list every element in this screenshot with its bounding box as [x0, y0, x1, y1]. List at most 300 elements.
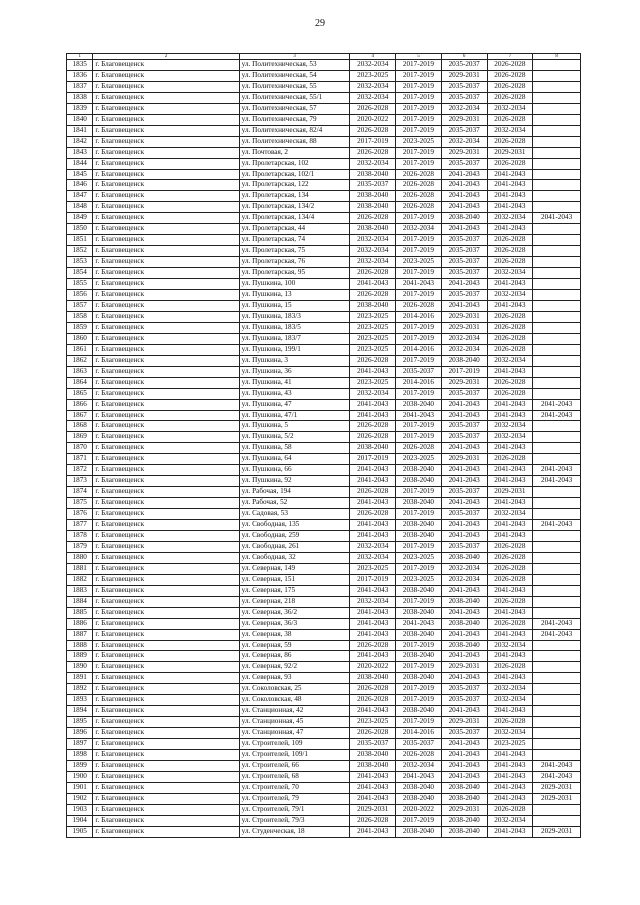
period-cell: 2026-2028	[487, 563, 533, 574]
city-cell: г. Благовещенск	[93, 706, 239, 717]
period-cell	[533, 333, 581, 344]
period-cell: 2017-2019	[396, 103, 442, 114]
city-cell: г. Благовещенск	[93, 804, 239, 815]
address-cell: ул. Северная, 218	[239, 596, 350, 607]
period-cell: 2038-2040	[350, 202, 396, 213]
period-cell: 2017-2019	[396, 268, 442, 279]
table-row	[67, 651, 581, 662]
row-number: 1877	[67, 520, 93, 531]
table-row	[67, 695, 581, 706]
city-cell: г. Благовещенск	[93, 136, 239, 147]
period-cell: 2041-2043	[350, 465, 396, 476]
table-row	[67, 618, 581, 629]
period-cell: 2041-2043	[487, 410, 533, 421]
period-cell: 2041-2043	[350, 629, 396, 640]
period-cell: 2017-2019	[396, 684, 442, 695]
row-number: 1894	[67, 706, 93, 717]
city-cell: г. Благовещенск	[93, 322, 239, 333]
table-row	[67, 640, 581, 651]
table-row	[67, 388, 581, 399]
row-number: 1854	[67, 268, 93, 279]
period-cell: 2041-2043	[350, 520, 396, 531]
period-cell	[533, 70, 581, 81]
period-cell: 2032-2034	[487, 815, 533, 826]
period-cell: 2026-2028	[487, 70, 533, 81]
address-cell: ул. Пролетарская, 74	[239, 235, 350, 246]
city-cell: г. Благовещенск	[93, 333, 239, 344]
period-cell	[533, 311, 581, 322]
address-cell: ул. Северная, 149	[239, 563, 350, 574]
period-cell: 2026-2028	[487, 257, 533, 268]
row-number: 1870	[67, 443, 93, 454]
period-cell: 2041-2043	[533, 629, 581, 640]
period-cell: 2041-2043	[350, 771, 396, 782]
period-cell: 2029-2031	[441, 147, 487, 158]
address-cell: ул. Свободная, 135	[239, 520, 350, 531]
period-cell: 2041-2043	[533, 476, 581, 487]
period-cell	[533, 640, 581, 651]
period-cell: 2038-2040	[396, 706, 442, 717]
period-cell: 2041-2043	[441, 761, 487, 772]
period-cell: 2026-2028	[487, 717, 533, 728]
row-number: 1855	[67, 279, 93, 290]
period-cell: 2026-2028	[487, 114, 533, 125]
column-header: 5	[396, 54, 442, 60]
period-cell: 2041-2043	[533, 399, 581, 410]
period-cell: 2041-2043	[487, 443, 533, 454]
table-row	[67, 366, 581, 377]
period-cell: 2038-2040	[396, 782, 442, 793]
period-cell: 2035-2037	[441, 158, 487, 169]
period-cell	[533, 432, 581, 443]
city-cell: г. Благовещенск	[93, 60, 239, 71]
period-cell	[533, 377, 581, 388]
period-cell: 2017-2019	[350, 136, 396, 147]
address-cell: ул. Северная, 86	[239, 651, 350, 662]
period-cell: 2041-2043	[487, 761, 533, 772]
city-cell: г. Благовещенск	[93, 750, 239, 761]
address-cell: ул. Строителей, 70	[239, 782, 350, 793]
period-cell: 2038-2040	[396, 530, 442, 541]
period-cell: 2029-2031	[441, 662, 487, 673]
address-cell: ул. Северная, 59	[239, 640, 350, 651]
address-cell: ул. Северная, 36/2	[239, 607, 350, 618]
period-cell: 2035-2037	[441, 509, 487, 520]
period-cell: 2041-2043	[533, 465, 581, 476]
period-cell: 2017-2019	[396, 541, 442, 552]
period-cell	[533, 355, 581, 366]
period-cell: 2026-2028	[487, 344, 533, 355]
period-cell: 2041-2043	[441, 750, 487, 761]
row-number: 1886	[67, 618, 93, 629]
address-cell: ул. Политехническая, 55	[239, 81, 350, 92]
row-number: 1899	[67, 761, 93, 772]
row-number: 1872	[67, 465, 93, 476]
period-cell: 2041-2043	[487, 366, 533, 377]
period-cell: 2032-2034	[396, 761, 442, 772]
city-cell: г. Благовещенск	[93, 366, 239, 377]
period-cell	[533, 651, 581, 662]
period-cell: 2017-2019	[396, 125, 442, 136]
period-cell: 2023-2025	[396, 454, 442, 465]
address-cell: ул. Политехническая, 53	[239, 60, 350, 71]
period-cell: 2017-2019	[396, 333, 442, 344]
row-number: 1859	[67, 322, 93, 333]
period-cell	[533, 103, 581, 114]
period-cell: 2038-2040	[350, 443, 396, 454]
period-cell: 2032-2034	[350, 81, 396, 92]
city-cell: г. Благовещенск	[93, 311, 239, 322]
period-cell: 2041-2043	[487, 279, 533, 290]
period-cell: 2041-2043	[441, 607, 487, 618]
table-row	[67, 717, 581, 728]
period-cell: 2026-2028	[487, 596, 533, 607]
period-cell: 2026-2028	[487, 388, 533, 399]
table-row	[67, 125, 581, 136]
period-cell: 2032-2034	[350, 388, 396, 399]
period-cell: 2029-2031	[350, 804, 396, 815]
address-cell: ул. Строителей, 79/3	[239, 815, 350, 826]
period-cell: 2032-2034	[441, 136, 487, 147]
city-cell: г. Благовещенск	[93, 388, 239, 399]
period-cell: 2035-2037	[441, 541, 487, 552]
city-cell: г. Благовещенск	[93, 300, 239, 311]
period-cell: 2035-2037	[441, 81, 487, 92]
table-row	[67, 487, 581, 498]
period-cell: 2038-2040	[396, 585, 442, 596]
period-cell: 2038-2040	[350, 300, 396, 311]
period-cell: 2041-2043	[396, 618, 442, 629]
period-cell: 2014-2016	[396, 728, 442, 739]
period-cell	[533, 706, 581, 717]
city-cell: г. Благовещенск	[93, 103, 239, 114]
address-cell: ул. Строителей, 109	[239, 739, 350, 750]
period-cell: 2035-2037	[441, 695, 487, 706]
period-cell: 2035-2037	[396, 739, 442, 750]
period-cell: 2038-2040	[396, 498, 442, 509]
period-cell: 2041-2043	[487, 673, 533, 684]
row-number: 1888	[67, 640, 93, 651]
period-cell	[533, 607, 581, 618]
period-cell: 2035-2037	[441, 728, 487, 739]
period-cell: 2017-2019	[396, 563, 442, 574]
city-cell: г. Благовещенск	[93, 629, 239, 640]
row-number: 1883	[67, 585, 93, 596]
period-cell: 2041-2043	[441, 739, 487, 750]
row-number: 1905	[67, 826, 93, 837]
period-cell: 2041-2043	[487, 750, 533, 761]
row-number: 1871	[67, 454, 93, 465]
row-number: 1890	[67, 662, 93, 673]
address-cell: ул. Пушкина, 41	[239, 377, 350, 388]
period-cell: 2029-2031	[441, 70, 487, 81]
city-cell: г. Благовещенск	[93, 552, 239, 563]
row-number: 1838	[67, 92, 93, 103]
city-cell: г. Благовещенск	[93, 465, 239, 476]
period-cell: 2038-2040	[396, 826, 442, 837]
table-row	[67, 147, 581, 158]
row-number: 1841	[67, 125, 93, 136]
table-row	[67, 410, 581, 421]
period-cell: 2041-2043	[441, 300, 487, 311]
period-cell: 2017-2019	[396, 596, 442, 607]
period-cell: 2017-2019	[396, 92, 442, 103]
period-cell: 2026-2028	[487, 454, 533, 465]
period-cell: 2038-2040	[396, 793, 442, 804]
period-cell: 2041-2043	[487, 191, 533, 202]
period-cell: 2041-2043	[533, 410, 581, 421]
address-cell: ул. Политехническая, 55/1	[239, 92, 350, 103]
period-cell: 2032-2034	[487, 268, 533, 279]
period-cell: 2032-2034	[350, 257, 396, 268]
row-number: 1903	[67, 804, 93, 815]
period-cell	[533, 552, 581, 563]
period-cell: 2023-2025	[350, 344, 396, 355]
period-cell: 2041-2043	[350, 618, 396, 629]
period-cell: 2017-2019	[396, 717, 442, 728]
period-cell: 2017-2019	[396, 432, 442, 443]
period-cell: 2041-2043	[487, 202, 533, 213]
address-cell: ул. Пролетарская, 95	[239, 268, 350, 279]
period-cell: 2026-2028	[396, 169, 442, 180]
address-cell: ул. Рабочая, 52	[239, 498, 350, 509]
address-cell: ул. Станционная, 47	[239, 728, 350, 739]
row-number: 1900	[67, 771, 93, 782]
table-row	[67, 563, 581, 574]
row-number: 1863	[67, 366, 93, 377]
period-cell	[533, 684, 581, 695]
city-cell: г. Благовещенск	[93, 761, 239, 772]
row-number: 1845	[67, 169, 93, 180]
row-number: 1851	[67, 235, 93, 246]
table-row	[67, 673, 581, 684]
table-row	[67, 235, 581, 246]
address-cell: ул. Строителей, 79/1	[239, 804, 350, 815]
address-cell: ул. Пушкина, 47/1	[239, 410, 350, 421]
address-cell: ул. Строителей, 109/1	[239, 750, 350, 761]
row-number: 1849	[67, 213, 93, 224]
period-cell: 2032-2034	[487, 684, 533, 695]
table-row	[67, 596, 581, 607]
period-cell: 2041-2043	[441, 585, 487, 596]
table-row	[67, 268, 581, 279]
period-cell: 2032-2034	[441, 103, 487, 114]
period-cell: 2014-2016	[396, 377, 442, 388]
row-number: 1887	[67, 629, 93, 640]
period-cell: 2032-2034	[350, 60, 396, 71]
row-number: 1893	[67, 695, 93, 706]
address-cell: ул. Почтовая, 2	[239, 147, 350, 158]
period-cell	[533, 443, 581, 454]
period-cell: 2017-2019	[396, 235, 442, 246]
address-cell: ул. Пролетарская, 134/2	[239, 202, 350, 213]
period-cell: 2023-2025	[350, 377, 396, 388]
row-number: 1901	[67, 782, 93, 793]
period-cell: 2023-2025	[350, 717, 396, 728]
address-cell: ул. Пушкина, 5/2	[239, 432, 350, 443]
period-cell: 2032-2034	[487, 213, 533, 224]
address-cell: ул. Станционная, 42	[239, 706, 350, 717]
row-number: 1848	[67, 202, 93, 213]
city-cell: г. Благовещенск	[93, 695, 239, 706]
period-cell: 2038-2040	[441, 640, 487, 651]
period-cell: 2041-2043	[441, 224, 487, 235]
period-cell: 2041-2043	[350, 366, 396, 377]
row-number: 1879	[67, 541, 93, 552]
period-cell: 2032-2034	[487, 640, 533, 651]
period-cell: 2038-2040	[441, 793, 487, 804]
period-cell: 2017-2019	[396, 815, 442, 826]
table-row	[67, 454, 581, 465]
period-cell: 2041-2043	[487, 498, 533, 509]
period-cell: 2038-2040	[350, 673, 396, 684]
period-cell: 2017-2019	[396, 290, 442, 301]
period-cell: 2035-2037	[441, 257, 487, 268]
period-cell	[533, 114, 581, 125]
city-cell: г. Благовещенск	[93, 169, 239, 180]
row-number: 1895	[67, 717, 93, 728]
address-cell: ул. Пролетарская, 76	[239, 257, 350, 268]
row-number: 1843	[67, 147, 93, 158]
period-cell: 2032-2034	[487, 432, 533, 443]
city-cell: г. Благовещенск	[93, 213, 239, 224]
row-number: 1878	[67, 530, 93, 541]
period-cell: 2026-2028	[396, 180, 442, 191]
period-cell: 2041-2043	[350, 410, 396, 421]
period-cell: 2041-2043	[487, 629, 533, 640]
city-cell: г. Благовещенск	[93, 344, 239, 355]
period-cell: 2017-2019	[396, 355, 442, 366]
period-cell: 2023-2025	[396, 552, 442, 563]
period-cell	[533, 191, 581, 202]
period-cell: 2038-2040	[396, 520, 442, 531]
address-cell: ул. Станционная, 45	[239, 717, 350, 728]
city-cell: г. Благовещенск	[93, 92, 239, 103]
period-cell: 2041-2043	[487, 465, 533, 476]
period-cell: 2026-2028	[487, 574, 533, 585]
period-cell: 2026-2028	[487, 333, 533, 344]
city-cell: г. Благовещенск	[93, 640, 239, 651]
address-cell: ул. Пролетарская, 75	[239, 246, 350, 257]
period-cell: 2026-2028	[487, 81, 533, 92]
period-cell: 2038-2040	[396, 399, 442, 410]
period-cell: 2032-2034	[487, 103, 533, 114]
period-cell: 2041-2043	[441, 706, 487, 717]
period-cell: 2035-2037	[350, 739, 396, 750]
period-cell: 2026-2028	[350, 815, 396, 826]
period-cell: 2041-2043	[396, 771, 442, 782]
city-cell: г. Благовещенск	[93, 279, 239, 290]
period-cell: 2017-2019	[350, 454, 396, 465]
city-cell: г. Благовещенск	[93, 454, 239, 465]
row-number: 1867	[67, 410, 93, 421]
city-cell: г. Благовещенск	[93, 202, 239, 213]
period-cell: 2035-2037	[441, 125, 487, 136]
period-cell: 2026-2028	[350, 125, 396, 136]
period-cell: 2032-2034	[350, 158, 396, 169]
row-number: 1865	[67, 388, 93, 399]
city-cell: г. Благовещенск	[93, 432, 239, 443]
address-cell: ул. Пушкина, 183/7	[239, 333, 350, 344]
period-cell	[533, 125, 581, 136]
table-row	[67, 158, 581, 169]
city-cell: г. Благовещенск	[93, 498, 239, 509]
period-cell: 2020-2022	[396, 804, 442, 815]
period-cell: 2038-2040	[441, 355, 487, 366]
address-cell: ул. Северная, 38	[239, 629, 350, 640]
address-cell: ул. Северная, 92/2	[239, 662, 350, 673]
table-row	[67, 629, 581, 640]
period-cell: 2041-2043	[487, 530, 533, 541]
period-cell: 2017-2019	[396, 322, 442, 333]
table-row	[67, 246, 581, 257]
period-cell: 2035-2037	[441, 432, 487, 443]
period-cell: 2026-2028	[487, 541, 533, 552]
period-cell: 2041-2043	[350, 793, 396, 804]
period-cell: 2026-2028	[487, 246, 533, 257]
period-cell	[533, 388, 581, 399]
period-cell: 2041-2043	[441, 520, 487, 531]
period-cell	[533, 81, 581, 92]
table-row	[67, 826, 581, 837]
period-cell	[533, 290, 581, 301]
period-cell: 2041-2043	[487, 771, 533, 782]
period-cell: 2041-2043	[533, 771, 581, 782]
period-cell: 2041-2043	[441, 443, 487, 454]
address-cell: ул. Свободная, 261	[239, 541, 350, 552]
address-cell: ул. Садовая, 53	[239, 509, 350, 520]
period-cell	[533, 596, 581, 607]
period-cell	[533, 804, 581, 815]
table-row	[67, 169, 581, 180]
period-cell	[533, 60, 581, 71]
period-cell: 2035-2037	[441, 268, 487, 279]
period-cell: 2038-2040	[350, 761, 396, 772]
period-cell	[533, 279, 581, 290]
column-header: 7	[487, 54, 533, 60]
period-cell: 2026-2028	[350, 268, 396, 279]
period-cell: 2026-2028	[487, 804, 533, 815]
table-row	[67, 257, 581, 268]
row-number: 1856	[67, 290, 93, 301]
address-cell: ул. Политехническая, 54	[239, 70, 350, 81]
city-cell: г. Благовещенск	[93, 355, 239, 366]
period-cell: 2041-2043	[533, 520, 581, 531]
row-number: 1836	[67, 70, 93, 81]
row-number: 1898	[67, 750, 93, 761]
period-cell: 2041-2043	[350, 706, 396, 717]
period-cell: 2029-2031	[441, 114, 487, 125]
city-cell: г. Благовещенск	[93, 673, 239, 684]
column-header: 4	[350, 54, 396, 60]
period-cell: 2029-2031	[441, 322, 487, 333]
period-cell	[533, 158, 581, 169]
period-cell: 2032-2034	[350, 541, 396, 552]
period-cell: 2038-2040	[350, 191, 396, 202]
period-cell: 2041-2043	[441, 279, 487, 290]
table-row	[67, 465, 581, 476]
row-number: 1889	[67, 651, 93, 662]
period-cell	[533, 728, 581, 739]
address-cell: ул. Северная, 175	[239, 585, 350, 596]
city-cell: г. Благовещенск	[93, 81, 239, 92]
period-cell: 2041-2043	[441, 651, 487, 662]
period-cell: 2023-2025	[350, 333, 396, 344]
period-cell: 2032-2034	[350, 92, 396, 103]
row-number: 1840	[67, 114, 93, 125]
period-cell: 2026-2028	[487, 377, 533, 388]
row-number: 1869	[67, 432, 93, 443]
